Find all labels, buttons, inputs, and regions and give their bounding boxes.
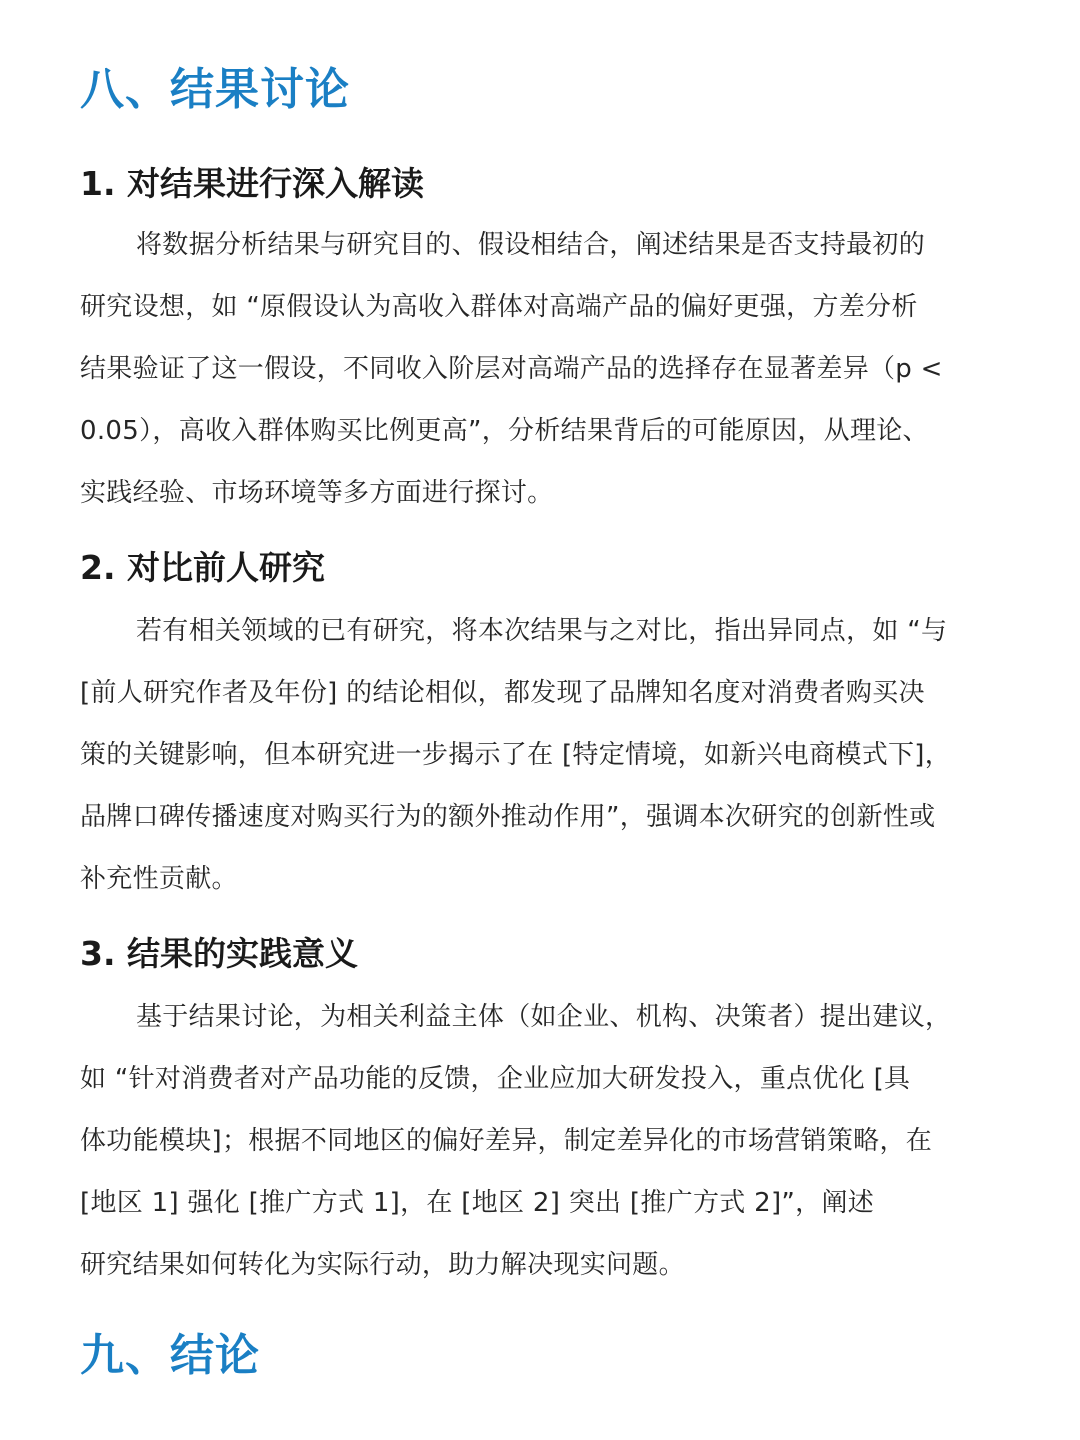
paragraph-line: 体功能模块]；根据不同地区的偏好差异，制定差异化的市场营销策略，在 xyxy=(80,1126,933,1156)
paragraph-line: 0.05），高收入群体购买比例更高”，分析结果背后的可能原因，从理论、 xyxy=(80,416,929,446)
paragraph-line: 补充性贡献。 xyxy=(80,864,238,894)
paragraph-line: 研究设想，如 “原假设认为高收入群体对高端产品的偏好更强，方差分析 xyxy=(80,292,918,322)
paragraph-line: 实践经验、市场环境等多方面进行探讨。 xyxy=(80,478,554,508)
paragraph-2 xyxy=(80,600,980,910)
paragraph-line: 研究结果如何转化为实际行动，助力解决现实问题。 xyxy=(80,1250,685,1280)
paragraph-line: 结果验证了这一假设，不同收入阶层对高端产品的选择存在显著差异（p < xyxy=(80,354,943,384)
paragraph-line: 基于结果讨论，为相关利益主体（如企业、机构、决策者）提出建议， xyxy=(136,1002,952,1032)
paragraph-line: 策的关键影响，但本研究进一步揭示了在 [特定情境，如新兴电商模式下]， xyxy=(80,740,952,770)
section-title-conclusion: 九、结论 xyxy=(80,1330,260,1381)
paragraph-1 xyxy=(80,214,980,524)
subsection-heading-2: 2. 对比前人研究 xyxy=(80,548,325,587)
paragraph-3 xyxy=(80,986,980,1296)
section-title-results-discussion: 八、结果讨论 xyxy=(80,64,350,115)
paragraph-line: 品牌口碑传播速度对购买行为的额外推动作用”，强调本次研究的创新性或 xyxy=(80,802,936,832)
paragraph-line: 如 “针对消费者对产品功能的反馈，企业应加大研发投入，重点优化 [具 xyxy=(80,1064,911,1094)
paragraph-line: [前人研究作者及年份] 的结论相似，都发现了品牌知名度对消费者购买决 xyxy=(80,678,925,708)
paragraph-line: 若有相关领域的已有研究，将本次结果与之对比，指出异同点，如 “与 xyxy=(136,616,948,646)
subsection-heading-1: 1. 对结果进行深入解读 xyxy=(80,164,424,203)
subsection-heading-3: 3. 结果的实践意义 xyxy=(80,934,358,973)
paragraph-line: [地区 1] 强化 [推广方式 1]，在 [地区 2] 突出 [推广方式 2]”，阐述 xyxy=(80,1188,875,1218)
paragraph-line: 将数据分析结果与研究目的、假设相结合，阐述结果是否支持最初的 xyxy=(136,230,926,260)
